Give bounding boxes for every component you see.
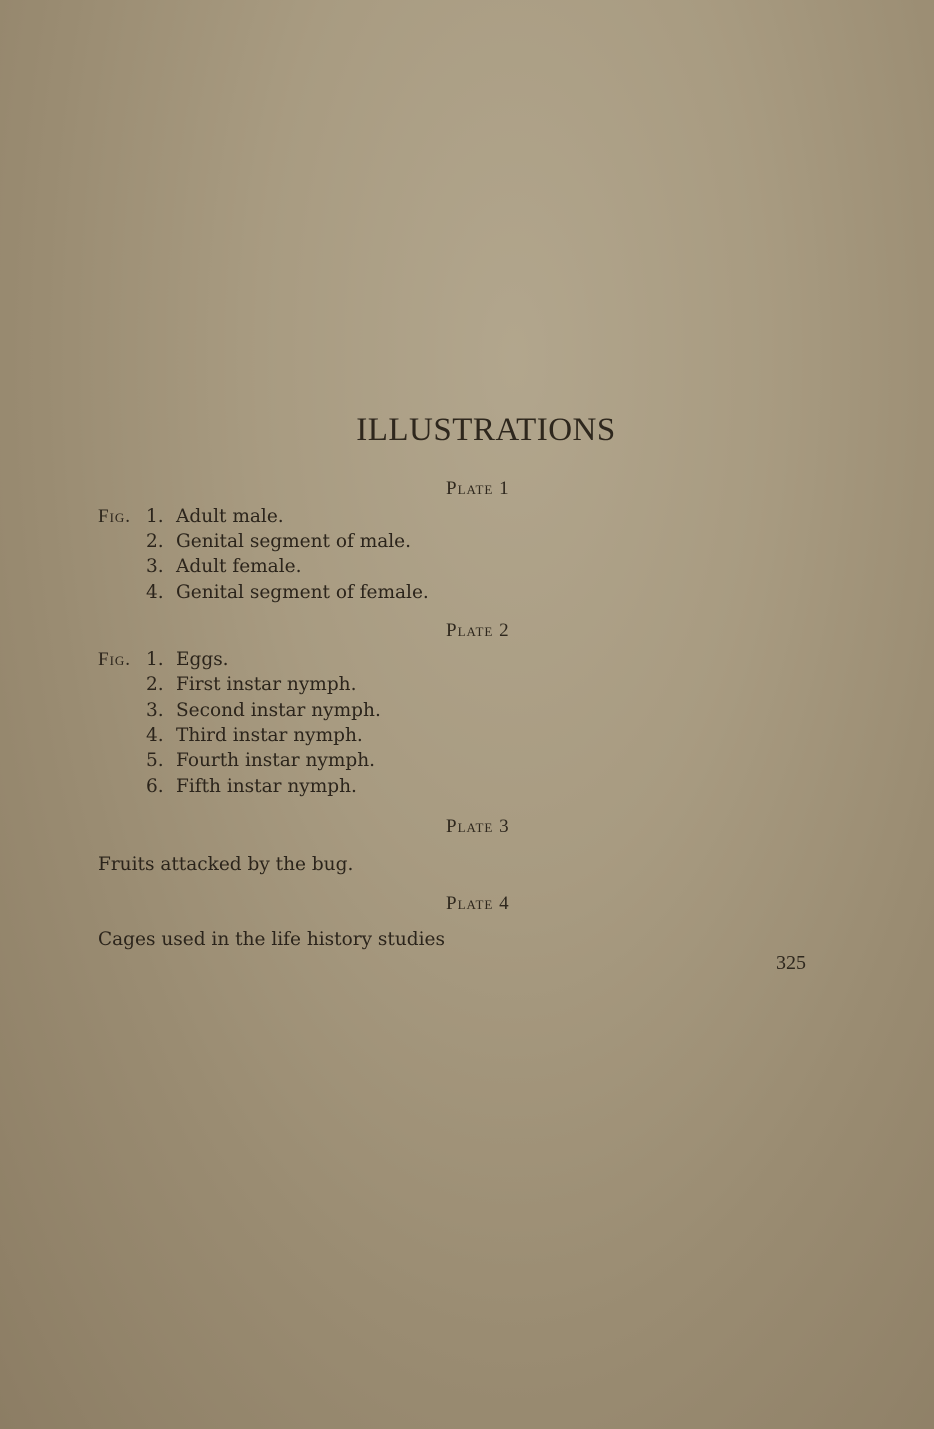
figure-number: 4. — [146, 582, 164, 603]
plate-2-title: Plate 2 — [446, 620, 510, 641]
figure-number: 2. — [146, 531, 164, 552]
figure-text: First instar nymph. — [176, 674, 357, 695]
plate-3-title: Plate 3 — [446, 816, 510, 837]
fig-label: Fig. — [98, 649, 132, 670]
figure-text: Eggs. — [176, 649, 229, 670]
figure-number: 2. — [146, 674, 164, 695]
figure-text: Adult male. — [176, 506, 284, 527]
figure-text: Genital segment of male. — [176, 531, 412, 552]
plate-4-caption: Cages used in the life history studies — [98, 929, 445, 950]
figure-number: 4. — [146, 725, 164, 746]
plate-4-title: Plate 4 — [446, 893, 510, 914]
figure-number: 1. — [146, 506, 164, 527]
plate-3-caption: Fruits attacked by the bug. — [98, 854, 354, 875]
figure-text: Adult female. — [176, 556, 302, 577]
figure-text: Second instar nymph. — [176, 700, 381, 721]
figure-text: Fourth instar nymph. — [176, 750, 376, 771]
figure-number: 1. — [146, 649, 164, 670]
figure-text: Fifth instar nymph. — [176, 776, 357, 797]
figure-number: 6. — [146, 776, 164, 797]
figure-number: 3. — [146, 700, 164, 721]
figure-number: 5. — [146, 750, 164, 771]
page-number: 325 — [776, 952, 806, 974]
fig-label: Fig. — [98, 506, 132, 527]
figure-number: 3. — [146, 556, 164, 577]
plate-1-title: Plate 1 — [446, 478, 510, 499]
page-heading: ILLUSTRATIONS — [356, 412, 616, 448]
figure-text: Third instar nymph. — [176, 725, 363, 746]
figure-text: Genital segment of female. — [176, 582, 429, 603]
